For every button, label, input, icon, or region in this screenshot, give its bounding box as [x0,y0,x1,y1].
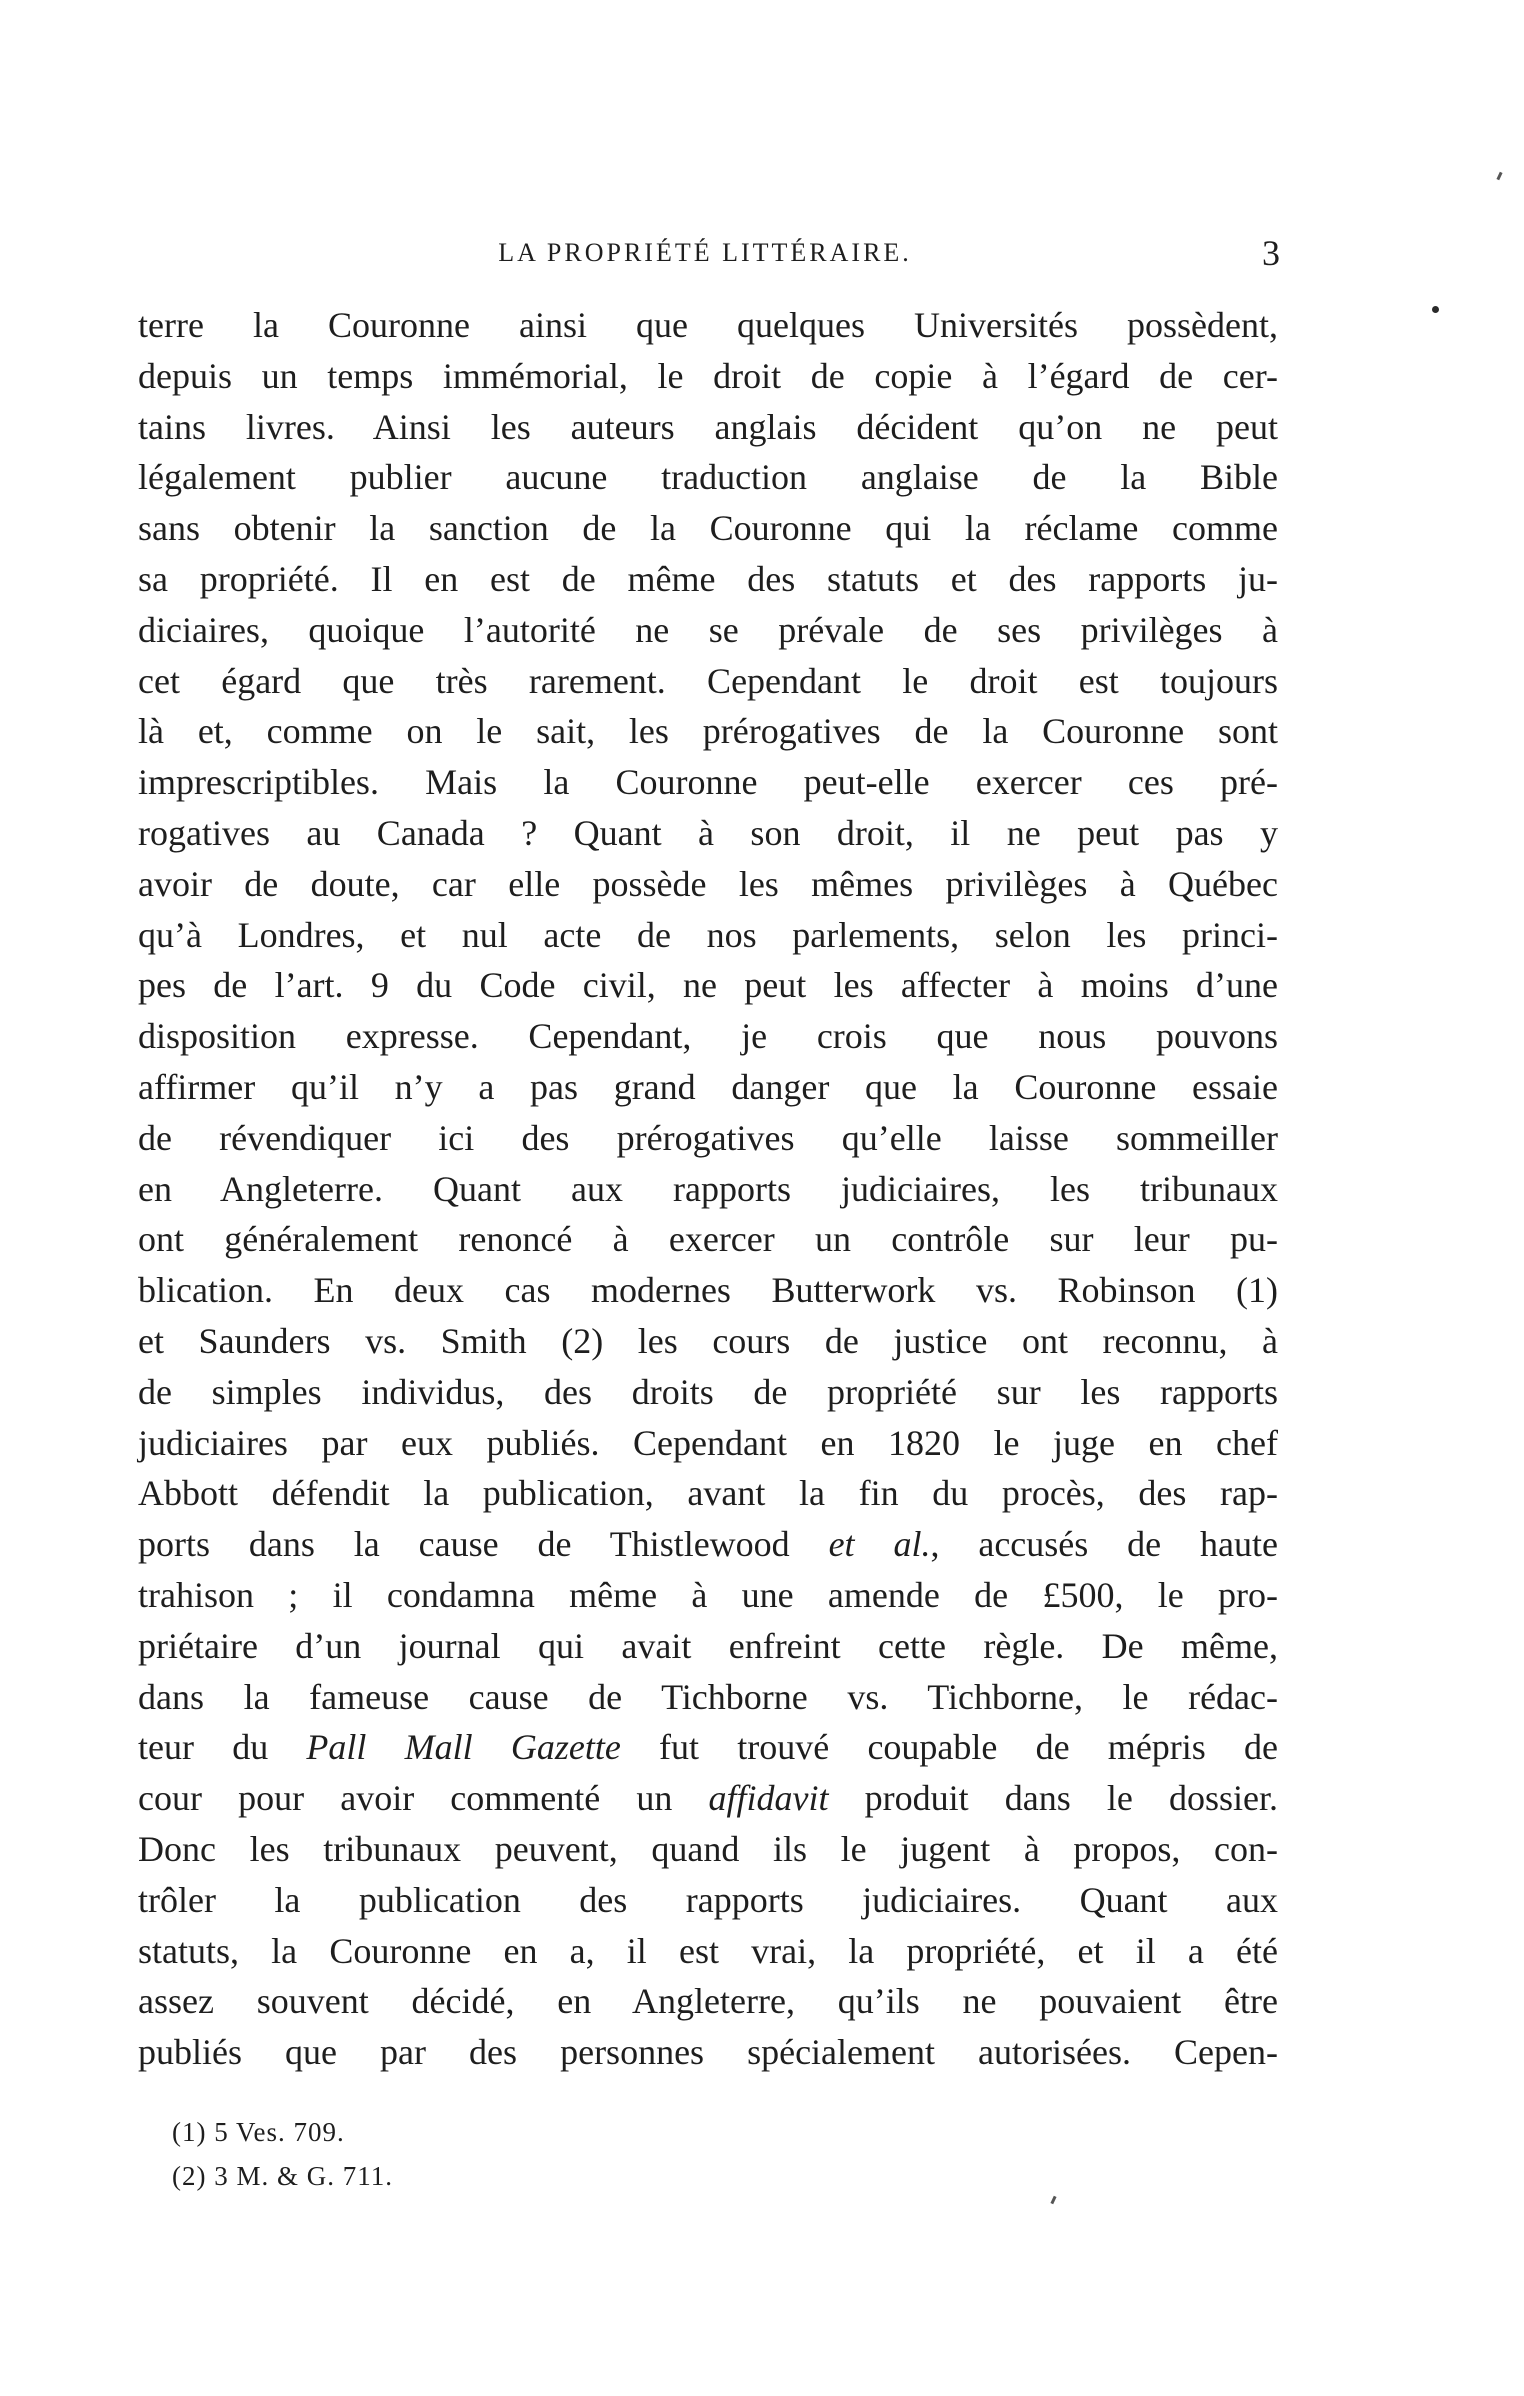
text-line: pes de l’art. 9 du Code civil, ne peut les affecter à moins d’une [138,965,1278,1006]
text-line: cour pour avoir commenté un affidavit produit dans le dossier. [138,1778,1278,1819]
text-line: depuis un temps immémorial, le droit de copie à l’égard de cer- [138,355,1278,396]
text-line: qu’à Londres, et nul acte de nos parlements, selon les princi- [138,914,1278,955]
text-line: tains livres. Ainsi les auteurs anglais décident qu’on ne peut [138,406,1278,447]
text-line: sa propriété. Il en est de même des statuts et des rapports ju- [138,558,1278,599]
text-line: affirmer qu’il n’y a pas grand danger que la Couronne essaie [138,1066,1278,1107]
text-line: ont généralement renoncé à exercer un contrôle sur leur pu- [138,1219,1278,1260]
text-line: blication. En deux cas modernes Butterwork vs. Robinson (1) [138,1270,1278,1311]
footnotes [172,2110,772,2198]
page-number: 3 [1262,233,1280,273]
text-line: judiciaires par eux publiés. Cependant en 1820 le juge en chef [138,1422,1278,1463]
text-line: Donc les tribunaux peuvent, quand ils le jugent à propos, con- [138,1828,1278,1869]
text-line: en Angleterre. Quant aux rapports judiciaires, les tribunaux [138,1168,1278,1209]
text-line: rogatives au Canada ? Quant à son droit, il ne peut pas y [138,812,1278,853]
scan-speck [1496,172,1502,181]
text-line: imprescriptibles. Mais la Couronne peut-elle exercer ces pré- [138,762,1278,803]
text-line: priétaire d’un journal qui avait enfreint cette règle. De même, [138,1625,1278,1666]
text-line: trahison ; il condamna même à une amende de £500, le pro- [138,1574,1278,1615]
running-head [130,233,1280,288]
text-line: là et, comme on le sait, les prérogatives de la Couronne sont [138,711,1278,752]
text-line: assez souvent décidé, en Angleterre, qu’ils ne pouvaient être [138,1981,1278,2022]
scan-speck [1050,2196,1056,2205]
footnote: (1) 5 Ves. 709. [172,2117,345,2147]
text-line: dans la fameuse cause de Tichborne vs. Tichborne, le rédac- [138,1676,1278,1717]
text-line: publiés que par des personnes spécialement autorisées. Cepen- [138,2032,1278,2073]
text-line: diciaires, quoique l’autorité ne se prévale de ses privilèges à [138,609,1278,650]
text-line: ports dans la cause de Thistlewood et al., accusés de haute [138,1524,1278,1565]
body-text [138,300,1278,2078]
text-line: teur du Pall Mall Gazette fut trouvé coupable de mépris de [138,1727,1278,1768]
footnote: (2) 3 M. & G. 711. [172,2161,393,2191]
text-line: et Saunders vs. Smith (2) les cours de justice ont reconnu, à [138,1320,1278,1361]
text-line: cet égard que très rarement. Cependant le droit est toujours [138,660,1278,701]
running-title: LA PROPRIÉTÉ LITTÉRAIRE. [498,238,912,267]
text-line: disposition expresse. Cependant, je crois que nous pouvons [138,1016,1278,1057]
text-line: trôler la publication des rapports judiciaires. Quant aux [138,1879,1278,1920]
text-line: légalement publier aucune traduction anglaise de la Bible [138,457,1278,498]
text-line: statuts, la Couronne en a, il est vrai, la propriété, et il a été [138,1930,1278,1971]
text-line: Abbott défendit la publication, avant la fin du procès, des rap- [138,1473,1278,1514]
scan-speck [1432,306,1439,313]
text-line: terre la Couronne ainsi que quelques Universités possèdent, [138,305,1278,345]
text-line: sans obtenir la sanction de la Couronne qui la réclame comme [138,508,1278,549]
text-line: de révendiquer ici des prérogatives qu’elle laisse sommeiller [138,1117,1278,1158]
text-line: de simples individus, des droits de propriété sur les rapports [138,1371,1278,1412]
text-line: avoir de doute, car elle possède les mêmes privilèges à Québec [138,863,1278,904]
